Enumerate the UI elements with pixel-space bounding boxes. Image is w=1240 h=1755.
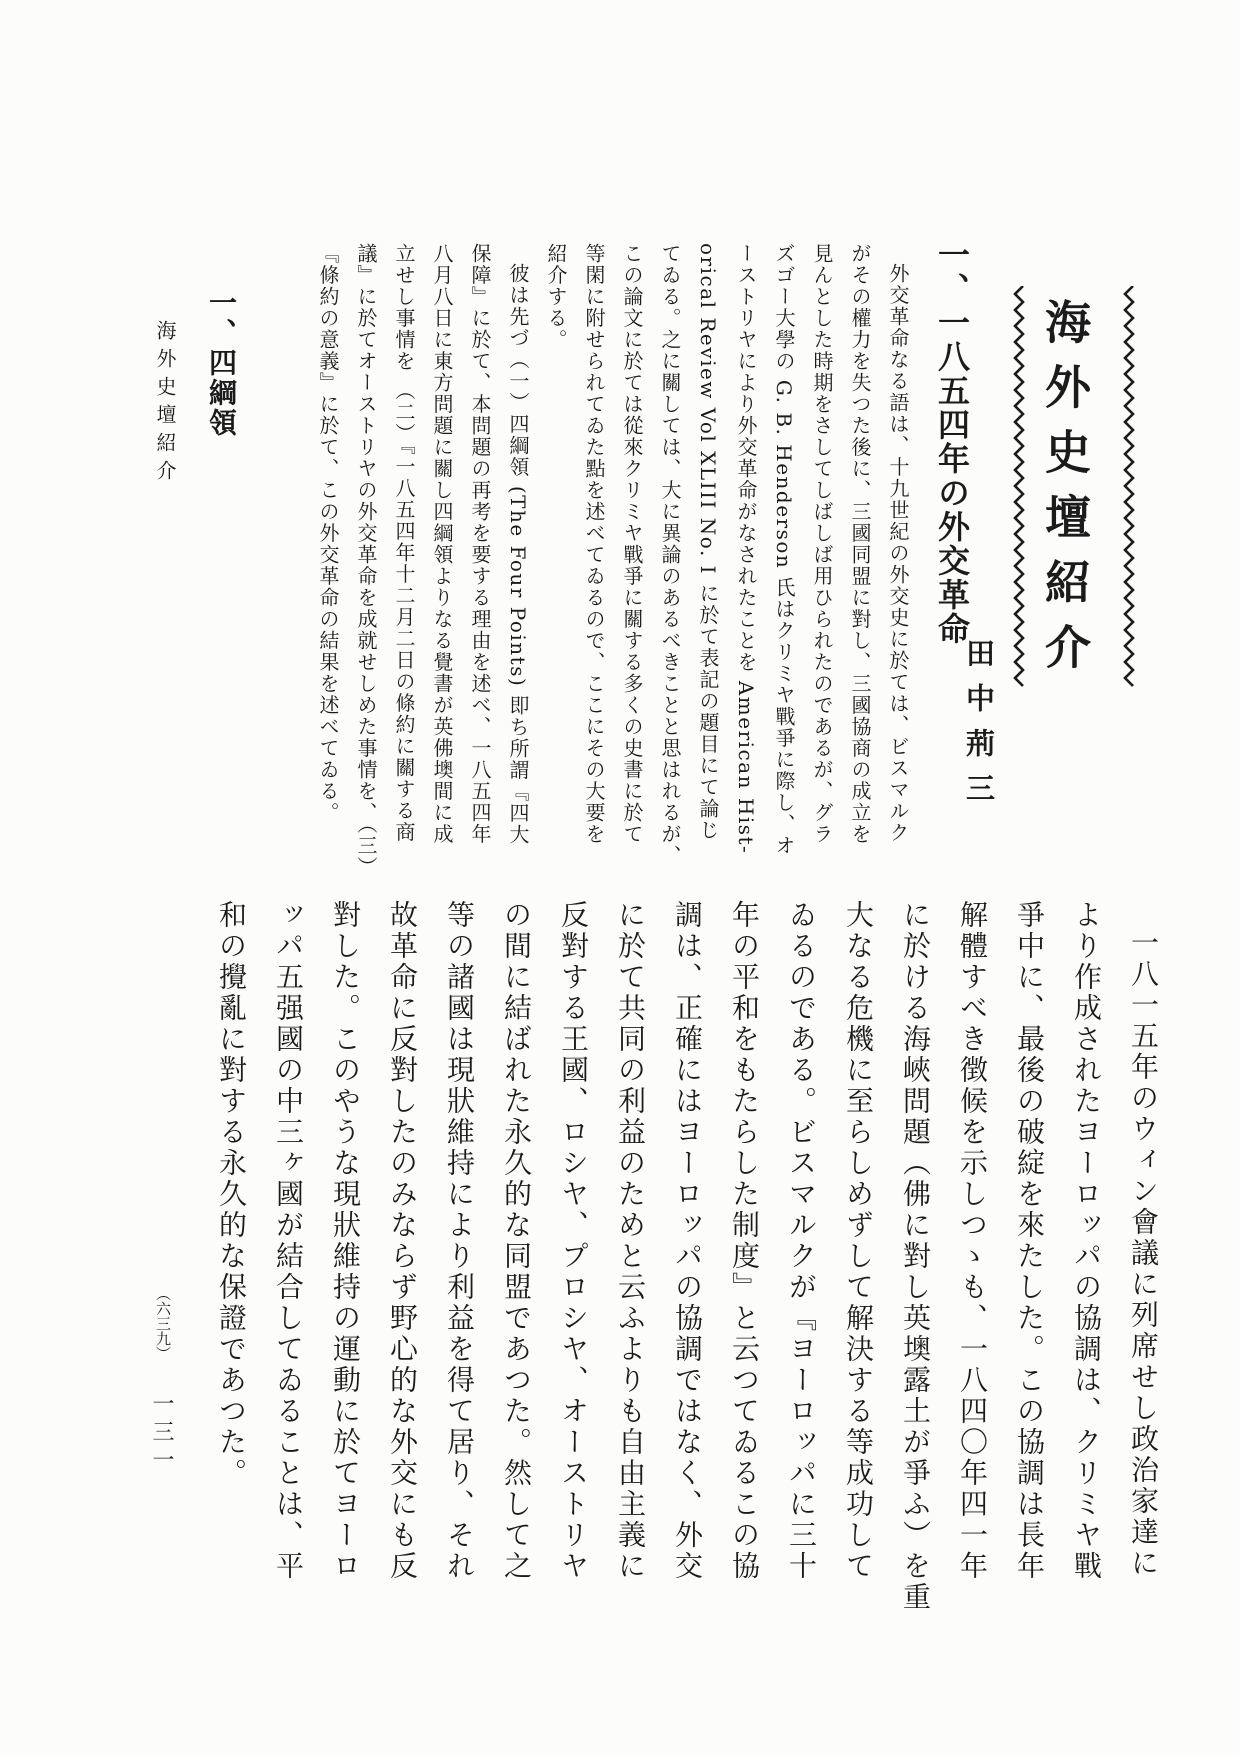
running-header: 海外史壇紹介	[153, 320, 177, 488]
intro-column: orical Review Vol XLIII No. I に於て表記の題目にて論じ	[696, 243, 720, 841]
body-column: 解體すべき徴候を示しつゝも、一八四〇年四一年	[956, 900, 989, 1582]
body-column: 和の攪亂に對する永久的な保證であつた。	[215, 900, 248, 1489]
body-column: 年の平和をもたらした制度』と云つてゐるこの協	[728, 900, 761, 1582]
intro-column: この論文に於ては從來クリミヤ戰爭に關する多くの史書に於て	[620, 243, 644, 845]
intro-column: がその權力を失つた後に、三國同盟に對し、三國協商の成立を	[848, 243, 872, 845]
intro-column: 彼は先づ（一）四綱領 (The Four Points) 即ち所謂『四大	[506, 263, 530, 846]
section-heading: 一、四綱領	[205, 288, 238, 438]
body-column: 反對する王國、ロシヤ、プロシヤ、オーストリヤ	[557, 900, 590, 1582]
body-column: に於て共同の利益のためと云ふよりも自由主義に	[614, 900, 647, 1582]
zigzag-rule-left	[1012, 286, 1026, 690]
intro-column: 八月八日に東方問題に關し四綱領よりなる覺書が英佛墺間に成	[430, 243, 454, 845]
body-column: 調は、正確にはヨーロッパの協調ではなく、外交	[671, 900, 704, 1582]
journal-title: 海外史壇紹介	[1038, 298, 1092, 688]
body-column: 故革命に反對したのみならず野心的な外交にも反	[386, 900, 419, 1582]
body-column: に於ける海峽問題（佛に對し英墺露土が爭ふ）を重	[899, 900, 932, 1613]
body-column: ッパ五强國の中三ヶ國が結合してゐることは、平	[272, 900, 305, 1582]
page-number: 一三一	[149, 1392, 174, 1476]
zigzag-rule-right	[1122, 286, 1136, 690]
body-block	[203, 900, 1172, 1640]
intro-column: 紹介する。	[544, 243, 568, 351]
body-column: より作成されたヨーロッパの協調は、クリミヤ戰	[1070, 900, 1103, 1582]
intro-column: ズゴー大學の G. B. Henderson 氏はクリミヤ戰爭に際し、オ	[772, 243, 796, 857]
intro-column: 『條約の意義』に於て、この外交革命の結果を述べてゐる。	[316, 243, 340, 824]
intro-column: てゐる。之に關しては、大に異論のあるべきことと思はれるが、	[658, 243, 682, 867]
body-column: 等の諸國は現狀維持により利益を得て居り、それ	[443, 900, 476, 1582]
intro-block	[309, 243, 917, 893]
intro-column: 保障』に於て、本問題の再考を要する理由を述べ、一八五四年	[468, 243, 492, 845]
body-column: ゐるのである。ビスマルクが『ヨーロッパに三十	[785, 900, 818, 1582]
body-column: 對した。このやうな現狀維持の運動に於てヨーロ	[329, 900, 362, 1582]
body-column: 爭中に、最後の破綻を來たした。この協調は長年	[1013, 900, 1046, 1582]
intro-column: ーストリヤにより外交革命がなされたことを American Hist-	[734, 243, 758, 855]
intro-column: 見んとした時期をさしてしばしば用ひられたのであるが、グラ	[810, 243, 834, 845]
body-column: の間に結ばれた永久的な同盟であつた。然して之	[500, 900, 533, 1582]
intro-column: 議』に於てオーストリヤの外交革命を成就せしめた事情を、（三）	[354, 243, 378, 878]
intro-column: 等閑に附せられてゐた點を述べてゐるので、ここにその大要を	[582, 243, 606, 845]
article-title: 一、一八五四年の外交革命	[933, 238, 971, 646]
body-column: 一八一五年のウィン會議に列席せし政治家達に	[1127, 928, 1160, 1579]
body-column: 大なる危機に至らしめずして解決する等成功して	[842, 900, 875, 1582]
intro-column: 外交革命なる語は、十九世紀の外交史に於ては、ビスマルク	[886, 263, 910, 844]
article-author: 田中荊三	[962, 638, 996, 818]
intro-column: 立せし事情を （二）『一八五四年十二月二日の條約に關する商	[392, 243, 416, 843]
volume-page-number: （六三九）	[154, 1286, 172, 1361]
